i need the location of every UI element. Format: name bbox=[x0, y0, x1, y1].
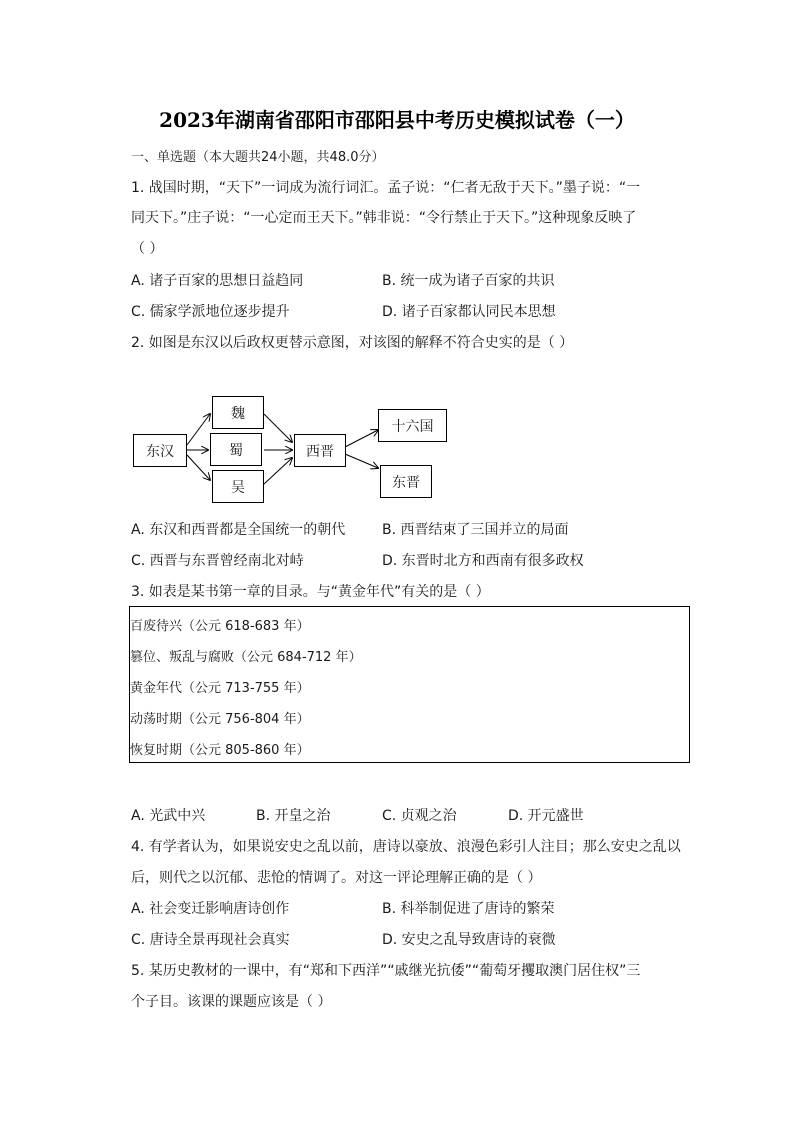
section-heading: 一、单选题（本大题共24小题，共48.0分） bbox=[131, 150, 385, 165]
table-row: 篡位、叛乱与腐败（公元 684-712 年） bbox=[130, 650, 362, 665]
q3-stem: 3. 如表是某书第一章的目录。与“黄金年代”有关的是（ ） bbox=[131, 584, 490, 600]
q1-stem-line-3: （ ） bbox=[131, 241, 164, 257]
q3-option-c[interactable]: C. 贞观之治 bbox=[382, 808, 457, 824]
diagram-box-xijin: 西晋 bbox=[294, 434, 346, 467]
q2-option-b[interactable]: B. 西晋结束了三国并立的局面 bbox=[382, 522, 569, 538]
q1-stem-line-2: 同天下。”庄子说：“一心定而王天下。”韩非说：“令行禁止于天下。”这种现象反映了 bbox=[131, 210, 637, 226]
q4-stem-line-2: 后，则代之以沉郁、悲怆的情调了。对这一评论理解正确的是（ ） bbox=[131, 870, 542, 886]
table-row: 动荡时期（公元 756-804 年） bbox=[130, 712, 310, 727]
table-row: 百废待兴（公元 618-683 年） bbox=[130, 619, 310, 634]
q3-option-a[interactable]: A. 光武中兴 bbox=[131, 808, 206, 824]
diagram-box-dongjin: 东晋 bbox=[380, 465, 432, 498]
exam-title: 2023年湖南省邵阳市邵阳县中考历史模拟试卷（一） bbox=[159, 108, 635, 132]
table-row: 恢复时期（公元 805-860 年） bbox=[130, 743, 310, 758]
q3-option-b[interactable]: B. 开皇之治 bbox=[256, 808, 331, 824]
q5-stem-line-1: 5. 某历史教材的一课中，有“郑和下西洋”“戚继光抗倭”“葡萄牙攫取澳门居住权”三 bbox=[131, 963, 641, 979]
q4-option-b[interactable]: B. 科举制促进了唐诗的繁荣 bbox=[382, 901, 555, 917]
q2-option-a[interactable]: A. 东汉和西晋都是全国统一的朝代 bbox=[131, 522, 346, 538]
q2-option-d[interactable]: D. 东晋时北方和西南有很多政权 bbox=[382, 553, 584, 569]
q1-option-d[interactable]: D. 诸子百家都认同民本思想 bbox=[382, 304, 556, 320]
q4-option-c[interactable]: C. 唐诗全景再现社会真实 bbox=[131, 932, 290, 948]
q1-option-c[interactable]: C. 儒家学派地位逐步提升 bbox=[131, 304, 290, 320]
q3-contents-table bbox=[129, 606, 690, 763]
q4-stem-line-1: 4. 有学者认为，如果说安史之乱以前，唐诗以豪放、浪漫色彩引人注目；那么安史之乱以 bbox=[131, 839, 681, 855]
q4-option-d[interactable]: D. 安史之乱导致唐诗的衰微 bbox=[382, 932, 556, 948]
q2-stem: 2. 如图是东汉以后政权更替示意图，对该图的解释不符合史实的是（ ） bbox=[131, 335, 574, 351]
diagram-box-wu: 吴 bbox=[212, 470, 264, 503]
q1-stem-line-1: 1. 战国时期，“天下”一词成为流行词汇。孟子说：“仁者无敌于天下。”墨子说：“一 bbox=[131, 180, 641, 196]
q5-stem-line-2: 个子目。该课的课题应该是（ ） bbox=[131, 994, 332, 1010]
q1-option-a[interactable]: A. 诸子百家的思想日益趋同 bbox=[131, 273, 304, 289]
diagram-box-shu: 蜀 bbox=[210, 433, 262, 466]
q1-option-b[interactable]: B. 统一成为诸子百家的共识 bbox=[382, 273, 555, 289]
diagram-box-shiliuguo: 十六国 bbox=[378, 409, 447, 442]
diagram-box-donghan: 东汉 bbox=[133, 434, 187, 467]
q2-option-c[interactable]: C. 西晋与东晋曾经南北对峙 bbox=[131, 553, 304, 569]
table-row: 黄金年代（公元 713-755 年） bbox=[130, 681, 310, 696]
q4-option-a[interactable]: A. 社会变迁影响唐诗创作 bbox=[131, 901, 290, 917]
q3-option-d[interactable]: D. 开元盛世 bbox=[508, 808, 584, 824]
diagram-box-wei: 魏 bbox=[212, 396, 264, 429]
